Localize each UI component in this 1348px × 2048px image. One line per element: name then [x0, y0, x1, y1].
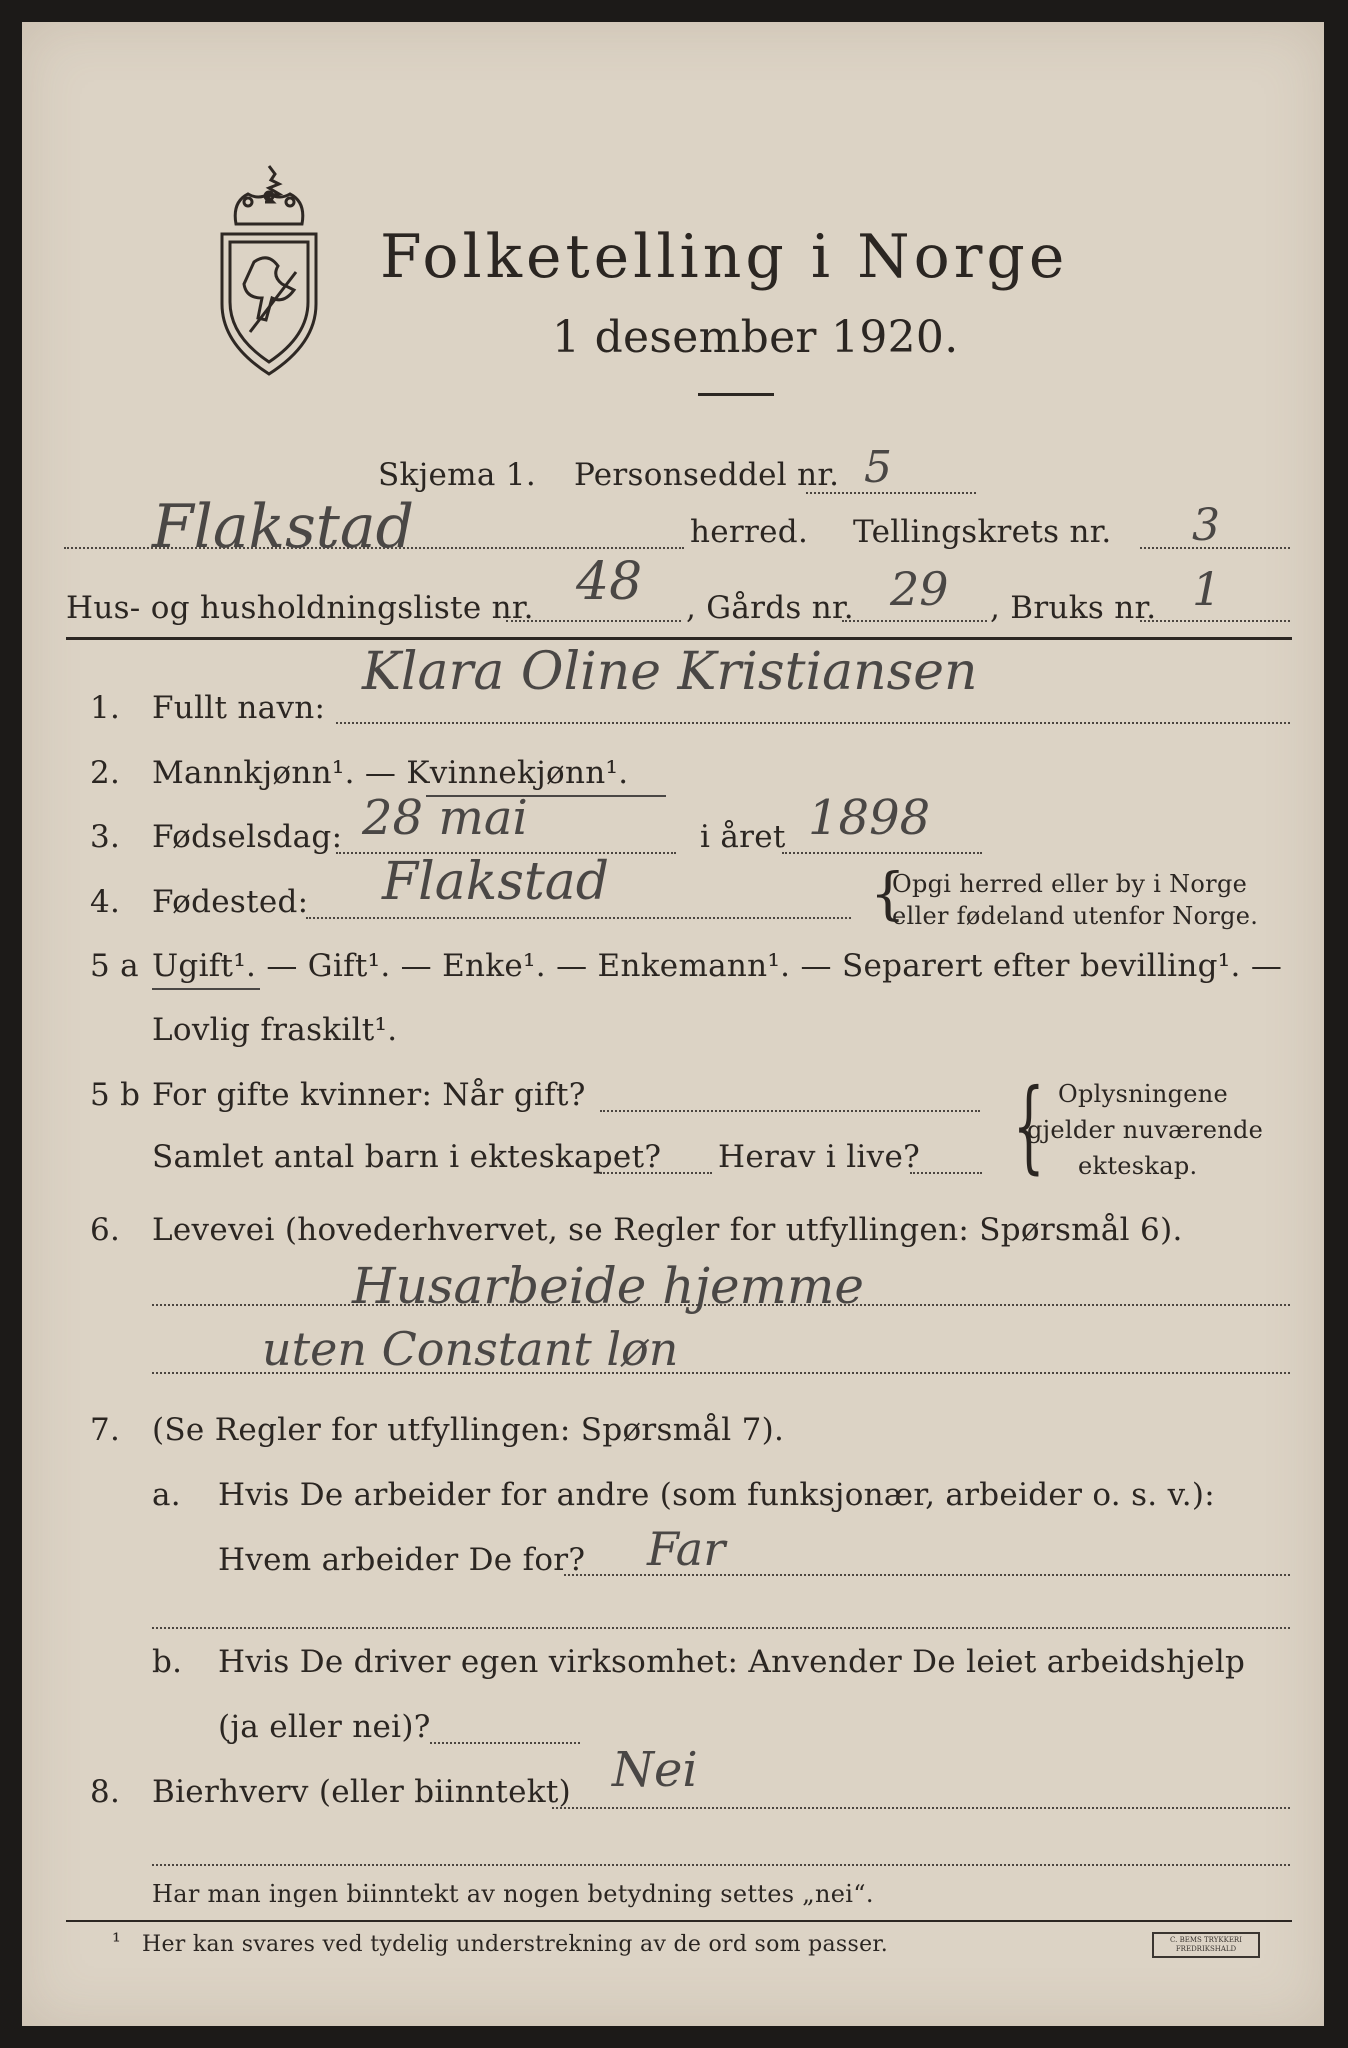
q4-label: Fødested:	[152, 884, 309, 920]
q5b-gift-line	[600, 1110, 980, 1112]
herred-value[interactable]: Flakstad	[152, 492, 415, 562]
tellingskrets-value[interactable]: 3	[1192, 500, 1220, 551]
q5b-note-2: gjelder nuværende	[1027, 1116, 1264, 1144]
q6-line-1	[152, 1304, 1290, 1306]
q7b-line-1: Hvis De driver egen virksomhet: Anvender De leiet arbeidshjelp	[218, 1644, 1246, 1680]
q5b-barn-line	[600, 1172, 712, 1174]
q1-number: 1.	[90, 690, 121, 726]
q6-value-1[interactable]: Husarbeide hjemme	[352, 1257, 864, 1315]
q1-value[interactable]: Klara Oline Kristiansen	[362, 642, 978, 702]
q4-brace: {	[870, 862, 906, 927]
hus-line	[506, 620, 681, 622]
header-rule	[66, 637, 1292, 640]
gards-line	[842, 620, 987, 622]
tellingskrets-label: Tellingskrets nr.	[853, 514, 1112, 550]
q7b-letter: b.	[152, 1644, 183, 1680]
q4-number: 4.	[90, 884, 121, 920]
q5b-note-1: Oplysningene	[1058, 1080, 1229, 1108]
q7b-line	[430, 1742, 580, 1744]
personseddel-label: Personseddel nr.	[574, 457, 840, 493]
q5a-underline-ugift	[152, 988, 260, 990]
q3-year-label: i året	[700, 819, 786, 855]
bruks-value[interactable]: 1	[1192, 562, 1222, 616]
q5a-line-2: Lovlig fraskilt¹.	[152, 1012, 398, 1048]
printer-stamp-text: C. BEMS TRYKKERI FREDRIKSHALD	[1170, 1936, 1242, 1953]
q3-year-value[interactable]: 1898	[808, 790, 931, 846]
footnote-text: Her kan svares ved tydelig understrekning av de ord som passer.	[142, 1932, 889, 1957]
q5b-brace: {	[1012, 1067, 1045, 1184]
q6-value-2[interactable]: uten Constant løn	[262, 1322, 679, 1376]
q4-value[interactable]: Flakstad	[382, 852, 610, 912]
hus-label: Hus- og husholdningsliste nr.	[66, 590, 534, 626]
q7b-line-2: (ja eller nei)?	[218, 1709, 431, 1745]
footer-rule	[66, 1920, 1292, 1922]
q7-label: (Se Regler for utfyllingen: Spørsmål 7).	[152, 1412, 785, 1448]
q8-label: Bierhverv (eller biinntekt)	[152, 1774, 572, 1810]
q5b-number: 5 b	[90, 1077, 141, 1113]
q1-label: Fullt navn:	[152, 690, 326, 726]
q3-number: 3.	[90, 819, 121, 855]
q5b-live-line	[910, 1172, 982, 1174]
hus-value[interactable]: 48	[576, 552, 643, 612]
q3-label: Fødselsdag:	[152, 819, 343, 855]
personseddel-value[interactable]: 5	[864, 442, 892, 493]
gards-label: , Gårds nr.	[686, 590, 854, 626]
schema-label: Skjema 1.	[378, 457, 536, 493]
q7a-line-2: Hvem arbeider De for?	[218, 1542, 586, 1578]
q5a-line-1: Ugift¹. — Gift¹. — Enke¹. — Enkemann¹. — Separert efter bevilling¹. —	[152, 948, 1283, 984]
q5b-barn-label: Samlet antal barn i ekteskapet?	[152, 1139, 662, 1175]
q8-line-extra	[152, 1864, 1290, 1866]
title-divider	[698, 393, 774, 396]
herred-label: herred.	[690, 514, 809, 550]
q2-label: Mannkjønn¹. — Kvinnekjønn¹.	[152, 755, 629, 791]
q8-number: 8.	[90, 1774, 121, 1810]
q7a-value[interactable]: Far	[647, 1522, 726, 1576]
q8-value[interactable]: Nei	[612, 1742, 698, 1798]
q3-value[interactable]: 28 mai	[362, 790, 528, 846]
q4-note-1: Opgi herred eller by i Norge	[892, 870, 1248, 898]
q5b-live-label: Herav i live?	[718, 1139, 921, 1175]
q7-number: 7.	[90, 1412, 121, 1448]
coat-of-arms-icon	[214, 162, 324, 382]
q8-line	[552, 1807, 1290, 1809]
footer-note: Har man ingen biinntekt av nogen betydning settes „nei“.	[152, 1880, 874, 1908]
q5a-number: 5 a	[90, 948, 139, 984]
bruks-line	[1140, 620, 1290, 622]
q6-line-2	[152, 1372, 1290, 1374]
q5b-line-1: For gifte kvinner: Når gift?	[152, 1077, 586, 1113]
bruks-label: , Bruks nr.	[990, 590, 1157, 626]
q1-line	[336, 722, 1290, 724]
q7a-letter: a.	[152, 1477, 181, 1513]
footnote-mark: ¹	[112, 1930, 122, 1955]
census-date: 1 desember 1920.	[552, 312, 959, 363]
q7a-line-extra	[152, 1627, 1290, 1629]
census-form	[22, 22, 1324, 2026]
gards-value[interactable]: 29	[890, 562, 949, 616]
q3-year-line	[782, 852, 982, 854]
q6-number: 6.	[90, 1212, 121, 1248]
q4-note-2: eller fødeland utenfor Norge.	[892, 902, 1259, 930]
q7a-line-1: Hvis De arbeider for andre (som funksjonær, arbeider o. s. v.):	[218, 1477, 1216, 1513]
q4-line	[306, 917, 851, 919]
printer-stamp	[1152, 1932, 1260, 1958]
q6-label: Levevei (hovederhvervet, se Regler for utfyllingen: Spørsmål 6).	[152, 1212, 1183, 1248]
form-title: Folketelling i Norge	[380, 222, 1069, 292]
q5b-note-3: ekteskap.	[1078, 1152, 1198, 1180]
q2-number: 2.	[90, 755, 121, 791]
